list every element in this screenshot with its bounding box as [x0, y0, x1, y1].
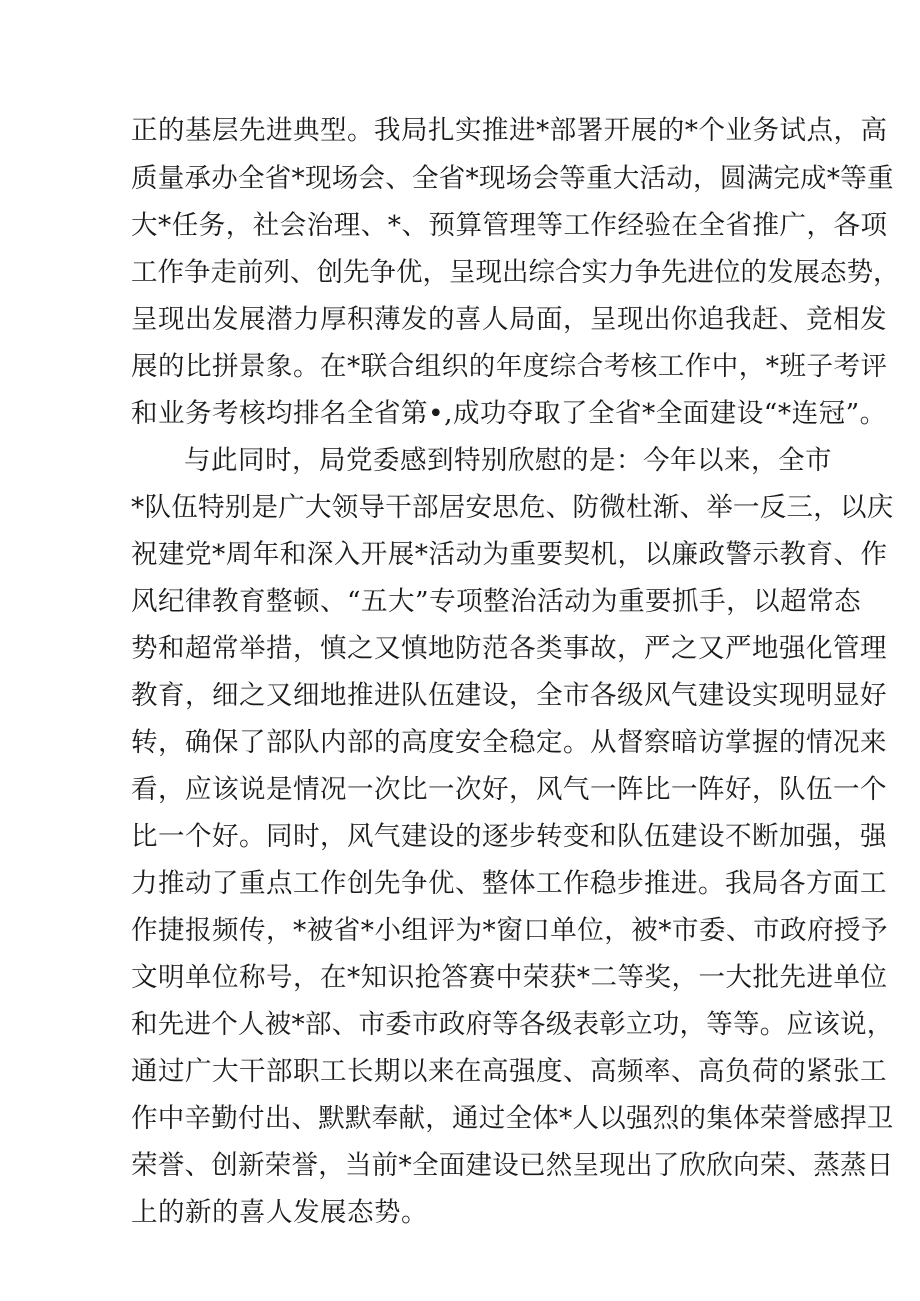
line-text: 工作争走前列、创先争优，呈现出综合实力争先进位的发展态势， [131, 257, 900, 288]
text-line [0, 1144, 920, 1188]
text-line [0, 439, 920, 483]
text-line [0, 486, 920, 530]
text-line [0, 768, 920, 812]
text-line [0, 109, 920, 153]
text-line [0, 909, 920, 953]
text-line [0, 1050, 920, 1094]
text-line [0, 345, 920, 389]
text-line [0, 298, 920, 342]
text-line [0, 1097, 920, 1141]
line-text: 教育，细之又细地推进队伍建设，全市各级风气建设实现明显好 [131, 680, 887, 711]
text-line [0, 580, 920, 624]
line-text: 力推动了重点工作创先争优、整体工作稳步推进。我局各方面工 [131, 868, 887, 899]
line-text: 看，应该说是情况一次比一次好，风气一阵比一阵好，队伍一个 [131, 774, 887, 805]
line-text: 展的比拼景象。在*联合组织的年度综合考核工作中，*班子考评 [131, 351, 888, 382]
line-text: 文明单位称号，在*知识抢答赛中荣获*二等奖，一大批先进单位 [131, 962, 888, 993]
text-line [0, 157, 920, 201]
line-text: 荣誉、创新荣誉，当前*全面建设已然呈现出了欣欣向荣、蒸蒸日 [131, 1150, 894, 1181]
line-text: 风纪律教育整顿、“五大”专项整治活动为重要抓手，以超常态 [131, 586, 862, 617]
line-text: 呈现出发展潜力厚积薄发的喜人局面，呈现出你追我赶、竞相发 [131, 304, 887, 335]
line-text: 正的基层先进典型。我局扎实推进*部署开展的*个业务试点，高 [131, 115, 888, 146]
text-line [0, 392, 920, 436]
line-text: 上的新的喜人发展态势。 [131, 1197, 428, 1228]
line-text: *队伍特别是广大领导干部居安思危、防微杜渐、举一反三，以庆 [131, 492, 894, 523]
line-text: 比一个好。同时，风气建设的逐步转变和队伍建设不断加强，强 [131, 821, 887, 852]
line-text: 作捷报频传，*被省*小组评为*窗口单位，被*市委、市政府授予 [131, 915, 888, 946]
line-text: 祝建党*周年和深入开展*活动为重要契机，以廉政警示教育、作 [131, 539, 888, 570]
line-text: 大*任务，社会治理、*、预算管理等工作经验在全省推广，各项 [131, 210, 888, 241]
text-line [0, 815, 920, 859]
text-line [0, 533, 920, 577]
line-text: 作中辛勤付出、默默奉献，通过全体*人以强烈的集体荣誉感捍卫 [131, 1103, 894, 1134]
text-line [0, 1003, 920, 1047]
line-text: 转，确保了部队内部的高度安全稳定。从督察暗访掌握的情况来 [131, 727, 887, 758]
text-line [0, 204, 920, 248]
line-text: 和业务考核均排名全省第•,成功夺取了全省*全面建设“*连冠”。 [131, 398, 887, 429]
line-text: 与此同时，局党委感到特别欣慰的是：今年以来，全市 [184, 445, 832, 476]
text-line [0, 956, 920, 1000]
line-text: 和先进个人被*部、市委市政府等各级表彰立功，等等。应该说， [131, 1009, 894, 1040]
text-line [0, 251, 920, 295]
text-line [0, 862, 920, 906]
text-line [0, 627, 920, 671]
line-text: 质量承办全省*现场会、全省*现场会等重大活动，圆满完成*等重 [131, 163, 894, 194]
text-line [0, 674, 920, 718]
line-text: 通过广大干部职工长期以来在高强度、高频率、高负荷的紧张工 [131, 1056, 887, 1087]
text-line [0, 721, 920, 765]
line-text: 势和超常举措，慎之又慎地防范各类事故，严之又严地强化管理 [131, 633, 887, 664]
text-line [0, 1191, 920, 1235]
